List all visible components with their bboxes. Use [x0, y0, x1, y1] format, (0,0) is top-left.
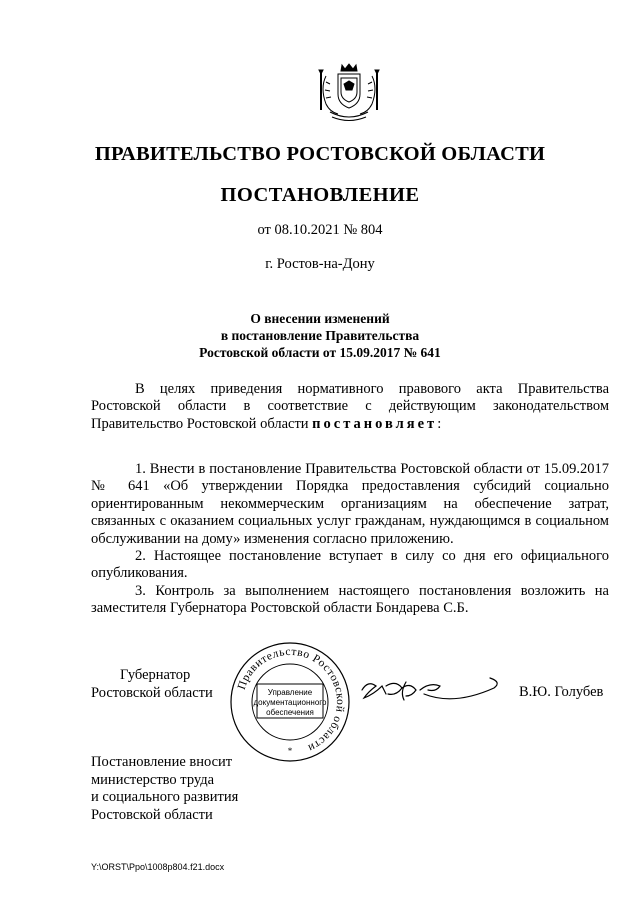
city: г. Ростов-на-Дону — [265, 256, 375, 272]
preamble — [91, 381, 609, 433]
seal-ring-text: Правительство Ростовской области — [235, 645, 347, 755]
coat-of-arms-emblem — [318, 62, 380, 124]
introducer-line: и социального развития — [91, 789, 239, 805]
handwritten-signature — [350, 668, 502, 710]
decree-keyword: постановляет — [312, 415, 438, 432]
preamble-end: : — [437, 415, 442, 432]
subject-line: О внесении изменений — [250, 311, 390, 326]
signatory-title-line: Губернатор — [120, 667, 191, 683]
subject-line: в постановление Правительства — [220, 328, 420, 343]
signatory-title — [91, 666, 213, 702]
decree-point: 3. Контроль за выполнением настоящего постановления возложить на заместителя Губернатора Ростовской области Бондарева С.Б. — [91, 582, 609, 617]
government-name: ПРАВИТЕЛЬСТВО РОСТОВСКОЙ ОБЛАСТИ — [94, 143, 546, 165]
decree-point: 1. Внести в постановление Правительства Ростовской области от 15.09.2017 № 641 «Об утверждении Порядка предоставления субсидий социально ориентированным некоммерческим организациям на обеспечение затрат, связанных с оказанием социальных услуг гражданам, нуждающимся в социальном обслуживании на дому» изменения согласно приложению. — [91, 461, 609, 547]
svg-text:*: * — [287, 746, 293, 756]
decree-points — [91, 461, 609, 618]
preamble-text: В целях приведения нормативного правового акта Правительства Ростовской области в соответствие с действующим законодательством Правительство Ростовской области — [91, 381, 609, 432]
signatory-name: В.Ю. Голубев — [519, 684, 604, 700]
introducer-line: Ростовской области — [91, 806, 213, 823]
preamble-paragraph — [91, 381, 609, 433]
official-seal-stamp — [228, 640, 352, 764]
document-type: ПОСТАНОВЛЕНИЕ — [220, 184, 420, 206]
decree-point: 2. Настоящее постановление вступает в силу со дня его официального опубликования. — [91, 548, 609, 582]
seal-inner-line: Управление — [267, 688, 313, 697]
subject-line: Ростовской области от 15.09.2017 № 641 — [199, 345, 441, 360]
introducer-line: Постановление вносит — [91, 754, 233, 770]
seal-inner-line: обеспечения — [266, 708, 314, 717]
document-subject — [0, 310, 640, 361]
signatory-title-line: Ростовской области — [91, 685, 213, 701]
introducer-line: министерство труда — [91, 771, 215, 788]
introducer-block — [91, 754, 238, 824]
file-path: Y:\ORST\Ppo\1008p804.f21.docx — [91, 862, 225, 872]
date-and-number: от 08.10.2021 № 804 — [257, 222, 383, 238]
seal-inner-line: документационного — [253, 698, 327, 707]
